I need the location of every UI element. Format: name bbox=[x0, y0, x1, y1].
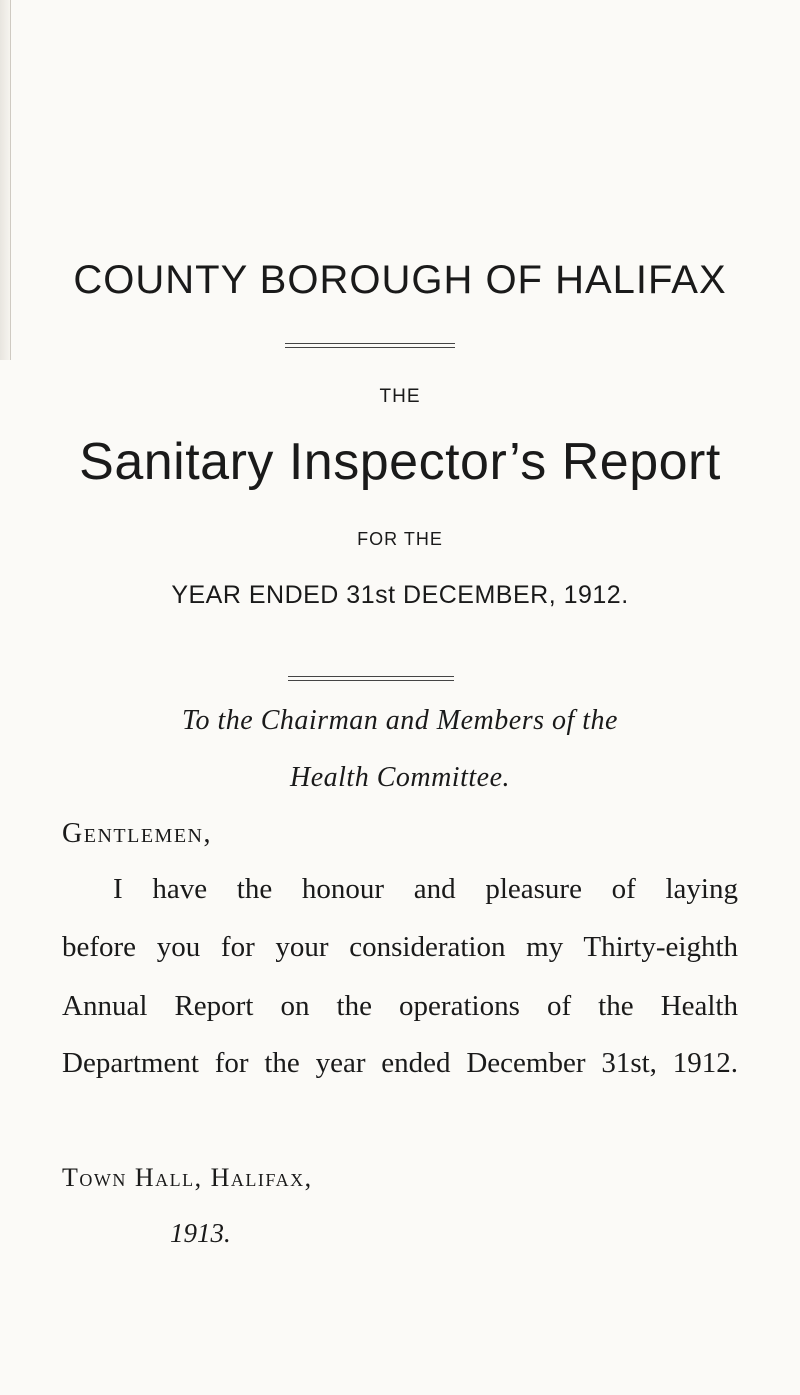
for-the-label: FOR THE bbox=[357, 529, 443, 549]
year-ended-line: YEAR ENDED 31st DECEMBER, 1912. bbox=[171, 581, 629, 609]
body-line-4: Department for the year ended December 31st, 1912. bbox=[62, 1047, 738, 1079]
signoff-year: 1913. bbox=[170, 1218, 231, 1248]
signoff-place: Town Hall, Halifax, bbox=[62, 1163, 313, 1192]
salutation: Gentlemen, bbox=[62, 818, 212, 849]
county-heading: COUNTY BOROUGH OF HALIFAX bbox=[73, 258, 727, 302]
double-rule-bottom bbox=[288, 676, 454, 681]
report-title: Sanitary Inspector’s Report bbox=[79, 433, 721, 491]
page-edge bbox=[0, 0, 11, 360]
addressee-line-2: Health Committee. bbox=[289, 762, 511, 793]
addressee-line-1: To the Chairman and Members of the bbox=[182, 705, 618, 736]
double-rule-top bbox=[285, 343, 455, 348]
the-label: THE bbox=[379, 386, 421, 407]
body-line-3: Annual Report on the operations of the Health bbox=[62, 990, 738, 1022]
body-line-1: I have the honour and pleasure of laying bbox=[113, 873, 738, 905]
body-line-2: before you for your consideration my Thirty-eighth bbox=[62, 931, 738, 963]
